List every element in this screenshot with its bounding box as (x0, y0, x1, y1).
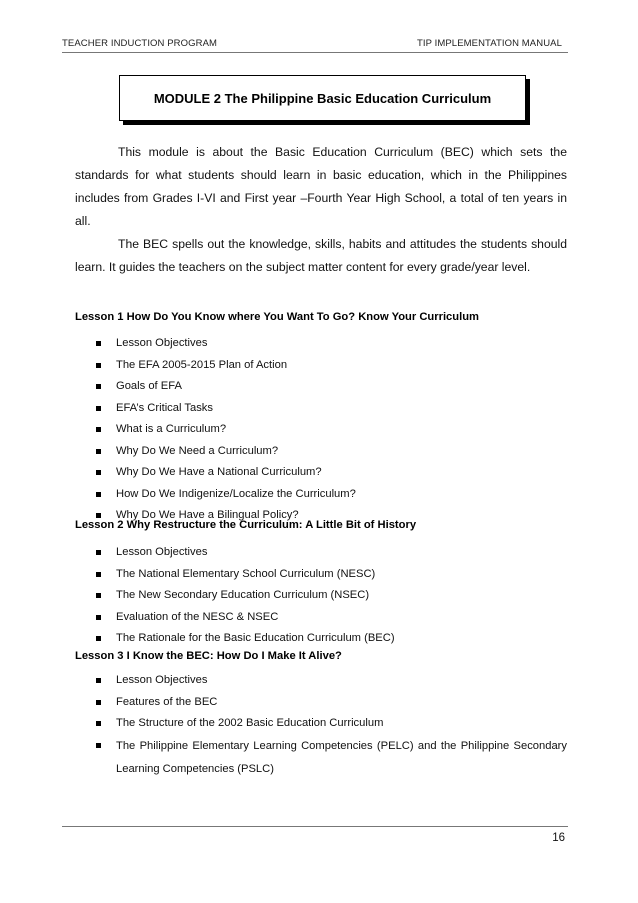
lesson-2-list (95, 542, 395, 650)
list-item: The Rationale for the Basic Education Curriculum (BEC) (95, 628, 395, 650)
list-item: The New Secondary Education Curriculum (NSEC) (95, 585, 395, 607)
bullet-icon (96, 406, 101, 411)
list-item: Lesson Objectives (95, 670, 567, 692)
bullet-icon (96, 363, 101, 368)
bullet-icon (96, 593, 101, 598)
bullet-icon (96, 384, 101, 389)
bullet-icon (96, 615, 101, 620)
bec-paragraph: The BEC spells out the knowledge, skills, habits and attitudes the students should learn. It guides the teachers on the subject matter content for every grade/year level. (75, 237, 567, 274)
list-item: The EFA 2005-2015 Plan of Action (95, 355, 356, 377)
bullet-icon (96, 678, 101, 683)
list-item: EFA’s Critical Tasks (95, 398, 356, 420)
bullet-icon (96, 550, 101, 555)
header-divider (62, 52, 568, 53)
bullet-icon (96, 572, 101, 577)
list-item: Lesson Objectives (95, 333, 356, 355)
list-item: Goals of EFA (95, 376, 356, 398)
bullet-icon (96, 721, 101, 726)
list-item: Why Do We Have a National Curriculum? (95, 462, 356, 484)
bullet-icon (96, 636, 101, 641)
list-item: Evaluation of the NESC & NSEC (95, 607, 395, 629)
bullet-icon (96, 492, 101, 497)
bullet-icon (96, 470, 101, 475)
page-number: 16 (552, 832, 565, 844)
list-item: Lesson Objectives (95, 542, 395, 564)
list-item: The Philippine Elementary Learning Competencies (PELC) and the Philippine Secondary Learning Competencies (PSLC) (95, 735, 567, 781)
bullet-icon (96, 700, 101, 705)
module-title: MODULE 2 The Philippine Basic Education Curriculum (153, 90, 492, 106)
list-item: The Structure of the 2002 Basic Education Curriculum (95, 713, 567, 735)
bullet-icon (96, 427, 101, 432)
list-item: Why Do We Need a Curriculum? (95, 441, 356, 463)
bullet-icon (96, 341, 101, 346)
lesson-1-list (95, 333, 356, 527)
bullet-icon (96, 449, 101, 454)
lesson-1-title: Lesson 1 How Do You Know where You Want To Go? Know Your Curriculum (75, 311, 480, 323)
header-right-text: TIP IMPLEMENTATION MANUAL (416, 38, 562, 49)
lesson-3-title: Lesson 3 I Know the BEC: How Do I Make It Alive? (75, 650, 342, 662)
list-item: How Do We Indigenize/Localize the Curriculum? (95, 484, 356, 506)
footer-divider (62, 826, 568, 827)
header-left-text: TEACHER INDUCTION PROGRAM (62, 38, 218, 49)
intro-paragraph: This module is about the Basic Education Curriculum (BEC) which sets the standards for what students should learn in basic education, which in the Philippines includes from Grades I-VI and First year –Fourth Year High School, a total of ten years in all. (75, 145, 567, 228)
list-item: The National Elementary School Curriculum (NESC) (95, 564, 395, 586)
module-title-box (119, 75, 526, 121)
bullet-icon (96, 743, 101, 748)
bullet-icon (96, 513, 101, 518)
lesson-3-list (95, 670, 567, 781)
list-item: What is a Curriculum? (95, 419, 356, 441)
list-item: Why Do We Have a Bilingual Policy? (95, 505, 356, 527)
list-item: Features of the BEC (95, 692, 567, 714)
lesson-2-title: Lesson 2 Why Restructure the Curriculum: A Little Bit of History (75, 519, 417, 531)
